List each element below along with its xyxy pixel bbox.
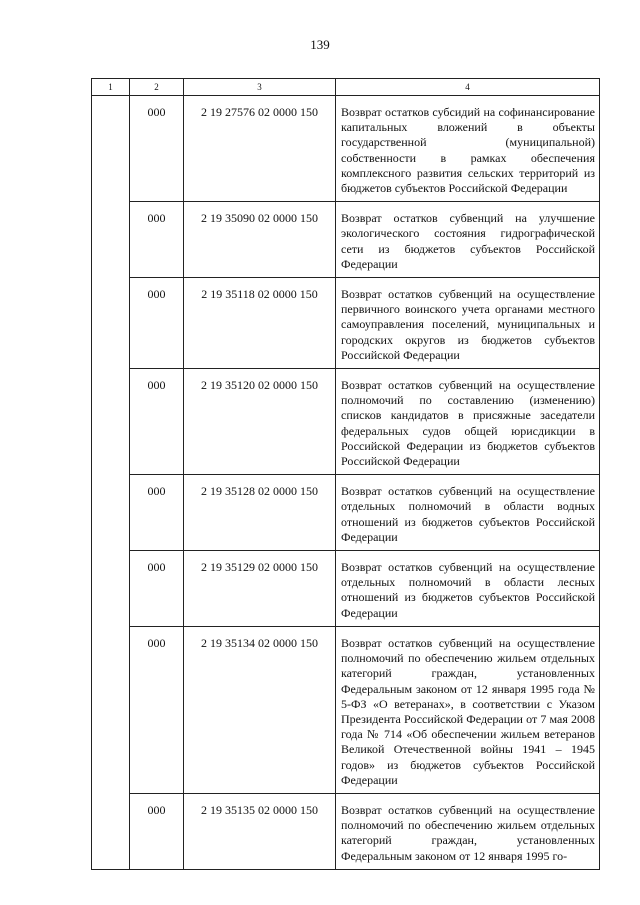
table-row: [92, 793, 600, 869]
budget-code-cell: 2 19 35135 02 0000 150: [184, 793, 336, 869]
admin-code-cell: 000: [130, 551, 184, 627]
budget-code-cell: 2 19 35090 02 0000 150: [184, 202, 336, 278]
table-row: [92, 551, 600, 627]
description-cell: Возврат остатков субвенций на улучшение экологического состояния гидрографической сети из бюджетов субъектов Российской Федерации: [336, 202, 600, 278]
column-header-2: 2: [130, 79, 184, 96]
empty-cell: [92, 369, 130, 475]
table-row: [92, 278, 600, 369]
description-cell: Возврат остатков субсидий на софинансирование капитальных вложений в объекты государственной (муниципальной) собственности в рамках обеспечения комплексного развития сельских территорий из бюджетов субъектов Российской Федерации: [336, 96, 600, 202]
table-row: [92, 202, 600, 278]
empty-cell: [92, 551, 130, 627]
description-cell: Возврат остатков субвенций на осуществление полномочий по обеспечению жильем отдельных категорий граждан, установленных Федеральным законом от 12 января 1995 года № 5-ФЗ «О ветеранах», в соответствии с Указом Президента Российской Федерации от 7 мая 2008 года № 714 «Об обеспечении жильем ветеранов Великой Отечественной войны 1941 – 1945 годов» из бюджетов субъектов Российской Федерации: [336, 626, 600, 793]
budget-classification-table: [91, 78, 600, 870]
empty-cell: [92, 475, 130, 551]
admin-code-cell: 000: [130, 96, 184, 202]
description-cell: Возврат остатков субвенций на осуществление отдельных полномочий в области лесных отношений из бюджетов субъектов Российской Федерации: [336, 551, 600, 627]
empty-cell: [92, 96, 130, 202]
budget-code-cell: 2 19 35134 02 0000 150: [184, 626, 336, 793]
admin-code-cell: 000: [130, 626, 184, 793]
table-row: [92, 96, 600, 202]
admin-code-cell: 000: [130, 369, 184, 475]
admin-code-cell: 000: [130, 475, 184, 551]
description-cell: Возврат остатков субвенций на осуществление первичного воинского учета органами местного самоуправления поселений, муниципальных и городских округов из бюджетов субъектов Российской Федерации: [336, 278, 600, 369]
column-header-1: 1: [92, 79, 130, 96]
admin-code-cell: 000: [130, 793, 184, 869]
page-number: 139: [310, 37, 330, 52]
table-header-row: [92, 79, 600, 96]
description-cell: Возврат остатков субвенций на осуществление отдельных полномочий в области водных отношений из бюджетов субъектов Российской Федерации: [336, 475, 600, 551]
empty-cell: [92, 202, 130, 278]
empty-cell: [92, 793, 130, 869]
admin-code-cell: 000: [130, 278, 184, 369]
description-cell: Возврат остатков субвенций на осуществление полномочий по составлению (изменению) списков кандидатов в присяжные заседатели федеральных судов общей юрисдикции в Российской Федерации из бюджетов субъектов Российской Федерации: [336, 369, 600, 475]
budget-code-cell: 2 19 35120 02 0000 150: [184, 369, 336, 475]
description-cell: Возврат остатков субвенций на осуществление полномочий по обеспечению жильем отдельных категорий граждан, установленных Федеральным законом от 12 января 1995 го-: [336, 793, 600, 869]
table-row: [92, 475, 600, 551]
budget-code-cell: 2 19 35118 02 0000 150: [184, 278, 336, 369]
admin-code-cell: 000: [130, 202, 184, 278]
budget-code-cell: 2 19 27576 02 0000 150: [184, 96, 336, 202]
table-row: [92, 369, 600, 475]
budget-code-cell: 2 19 35129 02 0000 150: [184, 551, 336, 627]
empty-cell: [92, 278, 130, 369]
table-row: [92, 626, 600, 793]
column-header-3: 3: [184, 79, 336, 96]
empty-cell: [92, 626, 130, 793]
column-header-4: 4: [336, 79, 600, 96]
budget-code-cell: 2 19 35128 02 0000 150: [184, 475, 336, 551]
